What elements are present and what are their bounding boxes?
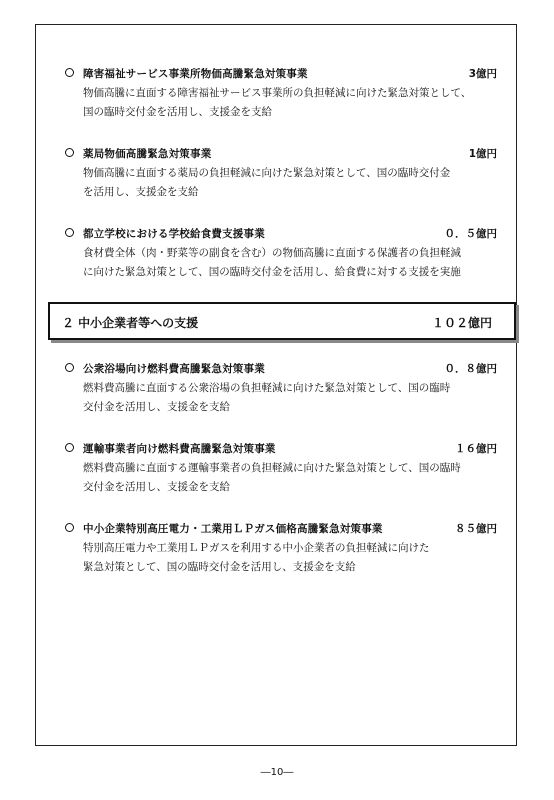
item-description-line: 物価高騰に直面する障害福祉サービス事業所の負担軽減に向けた緊急対策として、 bbox=[83, 87, 472, 99]
item-description-line: 燃料費高騰に直面する運輸事業者の負担軽減に向けた緊急対策として、国の臨時 bbox=[83, 462, 461, 474]
item-description-line: 燃料費高騰に直面する公衆浴場の負担軽減に向けた緊急対策として、国の臨時 bbox=[83, 382, 451, 394]
item-title: 中小企業特別高圧電力・工業用ＬＰガス価格高騰緊急対策事業 bbox=[83, 523, 383, 535]
item-description-line: 特別高圧電力や工業用ＬＰガスを利用する中小企業者の負担軽減に向けた bbox=[83, 542, 430, 554]
item-description-line: を活用し、支援金を支給 bbox=[83, 186, 199, 198]
item-description-line: 食材費全体（肉・野菜等の副食を含む）の物価高騰に直面する保護者の負担軽減 bbox=[83, 247, 461, 259]
item-amount: 1億円 bbox=[468, 148, 497, 160]
item-description-line: に向けた緊急対策として、国の臨時交付金を活用し、給食費に対する支援を実施 bbox=[83, 266, 461, 278]
item-description-line: 物価高騰に直面する薬局の負担軽減に向けた緊急対策として、国の臨時交付金 bbox=[83, 167, 451, 179]
section-title: ２ 中小企業者等への支援 bbox=[62, 316, 199, 330]
list-item bbox=[65, 146, 497, 202]
item-title: 障害福祉サービス事業所物価高騰緊急対策事業 bbox=[83, 68, 308, 80]
item-title: 薬局物価高騰緊急対策事業 bbox=[83, 148, 212, 160]
section-header bbox=[48, 302, 516, 340]
item-description bbox=[83, 459, 497, 497]
item-description bbox=[83, 84, 497, 122]
bullet-circle-icon bbox=[65, 443, 74, 452]
item-amount: 3億円 bbox=[468, 68, 497, 80]
item-description-line: 交付金を活用し、支援金を支給 bbox=[83, 481, 230, 493]
list-item bbox=[65, 361, 497, 417]
item-description-line: 緊急対策として、国の臨時交付金を活用し、支援金を支給 bbox=[83, 561, 356, 573]
item-description bbox=[83, 539, 497, 577]
bullet-circle-icon bbox=[65, 228, 74, 237]
item-amount: ８５億円 bbox=[455, 523, 497, 535]
section-amount: １０２億円 bbox=[431, 316, 492, 330]
page-number: ―10― bbox=[260, 767, 294, 778]
list-item bbox=[65, 441, 497, 497]
item-amount: １６億円 bbox=[455, 443, 497, 455]
list-item bbox=[65, 66, 497, 122]
item-description-line: 交付金を活用し、支援金を支給 bbox=[83, 401, 230, 413]
item-description bbox=[83, 244, 497, 282]
bullet-circle-icon bbox=[65, 363, 74, 372]
item-description bbox=[83, 379, 497, 417]
list-item bbox=[65, 521, 497, 577]
bullet-circle-icon bbox=[65, 148, 74, 157]
item-amount: ０．５億円 bbox=[444, 228, 497, 240]
item-title: 公衆浴場向け燃料費高騰緊急対策事業 bbox=[83, 363, 265, 375]
bullet-circle-icon bbox=[65, 523, 74, 532]
item-description-line: 国の臨時交付金を活用し、支援金を支給 bbox=[83, 106, 272, 118]
item-title: 都立学校における学校給食費支援事業 bbox=[83, 228, 265, 240]
item-description bbox=[83, 164, 497, 202]
item-amount: ０．８億円 bbox=[444, 363, 497, 375]
bullet-circle-icon bbox=[65, 68, 74, 77]
list-item bbox=[65, 226, 497, 282]
item-title: 運輸事業者向け燃料費高騰緊急対策事業 bbox=[83, 443, 276, 455]
